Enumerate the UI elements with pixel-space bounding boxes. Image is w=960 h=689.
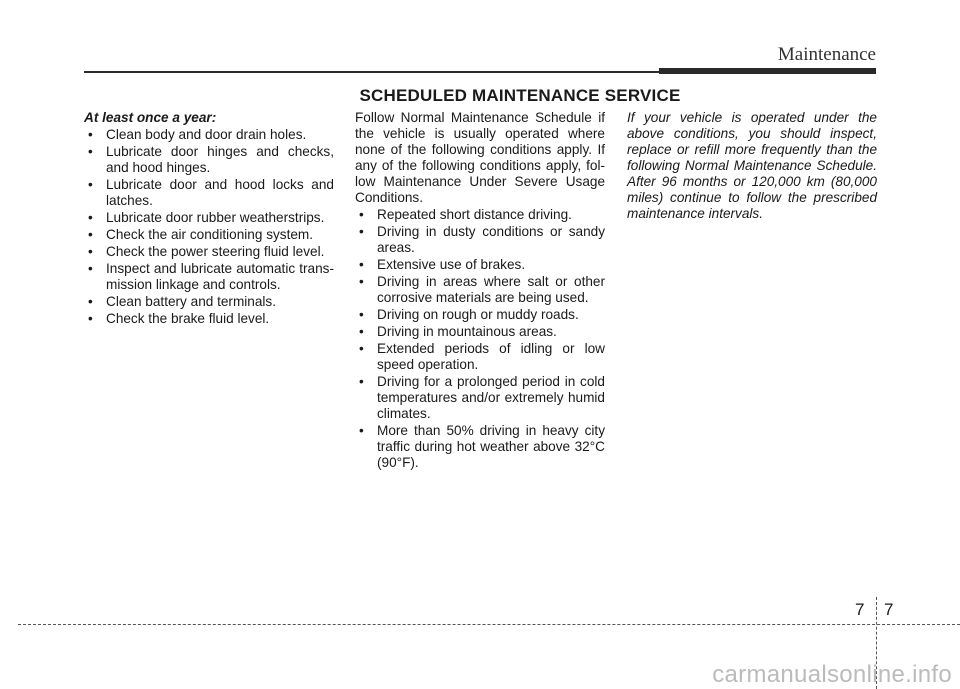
column-yearly-checks [84,110,334,328]
list-item: • Driving in areas where salt or other corrosive materials are being used. [355,274,605,306]
list-item: • Extended periods of idling or low speed operation. [355,341,605,373]
list-item: • Lubricate door rubber weatherstrips. [84,210,334,226]
list-item: • Driving in mountainous areas. [355,324,605,340]
list-item: • Check the power steering fluid level. [84,244,334,260]
list-item: • Driving for a prolonged period in cold temperatures and/or extremely humid climates. [355,374,605,422]
column-note [627,110,877,222]
severe-list [355,207,605,471]
chapter-title: Maintenance [777,44,876,65]
list-item: • Extensive use of brakes. [355,257,605,273]
page-number: 7 [884,600,894,619]
watermark: carmanualsonline.info [712,661,952,688]
column-severe-conditions [355,110,605,472]
list-item: • Clean body and door drain holes. [84,127,334,143]
maintenance-note: If your vehicle is operated under the above conditions, you should inspect, replace or refill more frequently than the following Normal Maintenance Schedule. After 96 months or 120,000 km (80,000 miles) continue to follow the prescribed maintenance intervals. [627,110,877,221]
severe-intro: Follow Normal Maintenance Schedule if the vehicle is usually operated where none of the following conditions apply. If any of the following conditions apply, fol-low Maintenance Under Severe Usage Conditions. [355,110,605,205]
list-item: • Repeated short distance driving. [355,207,605,223]
list-item: • Driving in dusty conditions or sandy areas. [355,224,605,256]
list-item: • Lubricate door hinges and checks, and hood hinges. [84,144,334,176]
list-item: • Clean battery and terminals. [84,294,334,310]
chapter-number: 7 [855,600,865,619]
list-item: • Driving on rough or muddy roads. [355,307,605,323]
header-rule-thin [84,71,659,73]
list-item: • Check the air conditioning system. [84,227,334,243]
header-rule-thick [659,68,876,74]
yearly-list [84,127,334,327]
yearly-heading: At least once a year: [84,110,217,125]
footer-dashed-line [18,624,960,625]
list-item: • Lubricate door and hood locks and latches. [84,177,334,209]
section-title: SCHEDULED MAINTENANCE SERVICE [359,86,681,105]
list-item: • More than 50% driving in heavy city traffic during hot weather above 32°C (90°F). [355,423,605,471]
list-item: • Check the brake fluid level. [84,311,334,327]
list-item: • Inspect and lubricate automatic trans-mission linkage and controls. [84,261,334,293]
